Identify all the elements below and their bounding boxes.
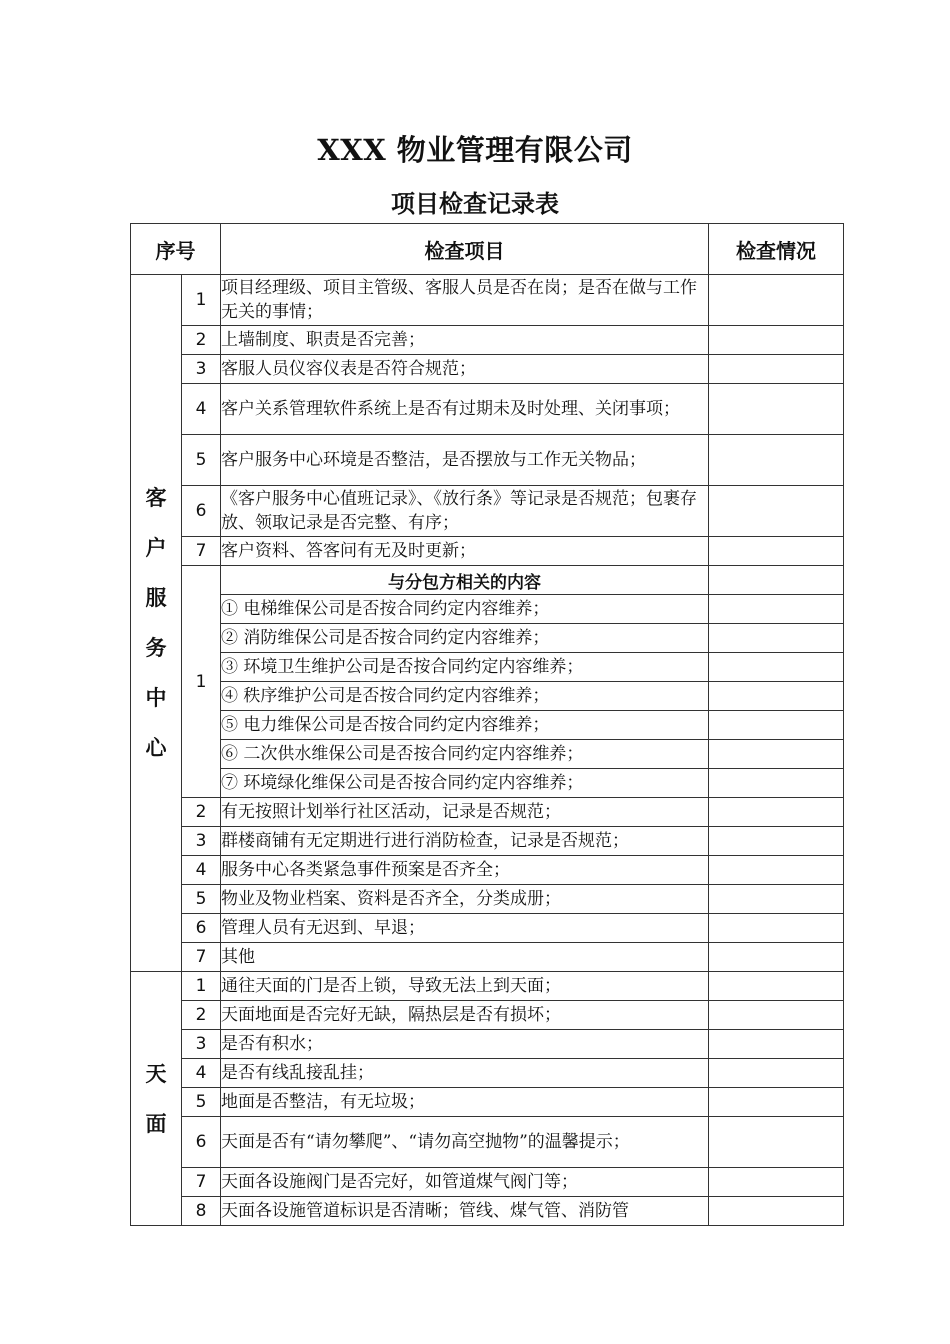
check-status-cell[interactable]: [709, 1030, 844, 1059]
table-row: [131, 943, 844, 972]
check-status-cell[interactable]: [709, 972, 844, 1001]
row-number: 3: [182, 1030, 221, 1059]
row-number: 3: [182, 827, 221, 856]
row-number: 2: [182, 1001, 221, 1030]
check-status-cell[interactable]: [709, 624, 844, 653]
table-row: [131, 355, 844, 384]
check-item: 客服人员仪容仪表是否符合规范；: [221, 355, 709, 384]
row-number: 7: [182, 943, 221, 972]
table-row: [131, 914, 844, 943]
row-number: 4: [182, 1059, 221, 1088]
check-item: ⑤ 电力维保公司是否按合同约定内容维养；: [221, 711, 709, 740]
check-status-cell[interactable]: [709, 885, 844, 914]
table-row: [131, 972, 844, 1001]
inspection-table: [130, 223, 844, 1226]
check-status-cell[interactable]: [709, 595, 844, 624]
table-row: [131, 653, 844, 682]
table-row: [131, 885, 844, 914]
table-row: [131, 1117, 844, 1168]
section-label-roof: 天面: [131, 972, 182, 1226]
row-number: 2: [182, 798, 221, 827]
subgroup-heading: 与分包方相关的内容: [221, 566, 709, 595]
company-title: XXX 物业管理有限公司: [317, 133, 633, 167]
check-status-cell[interactable]: [709, 798, 844, 827]
check-item: 通往天面的门是否上锁，导致无法上到天面；: [221, 972, 709, 1001]
row-number: 7: [182, 537, 221, 566]
header-no: 序号: [131, 224, 221, 275]
table-row: [131, 384, 844, 435]
row-number: 1: [182, 972, 221, 1001]
table-row: [131, 326, 844, 355]
table-row: [131, 1001, 844, 1030]
table-row: [131, 827, 844, 856]
check-status-cell[interactable]: [709, 711, 844, 740]
check-item: ② 消防维保公司是否按合同约定内容维养；: [221, 624, 709, 653]
section-label-customer-service: 客户服务中心: [131, 275, 182, 972]
check-item: 其他: [221, 943, 709, 972]
table-row: [131, 537, 844, 566]
check-item: ④ 秩序维护公司是否按合同约定内容维养；: [221, 682, 709, 711]
check-status-cell[interactable]: [709, 355, 844, 384]
row-number: 6: [182, 914, 221, 943]
check-status-cell[interactable]: [709, 486, 844, 537]
table-row: [131, 798, 844, 827]
table-row: [131, 1168, 844, 1197]
check-item: 群楼商铺有无定期进行进行消防检查，记录是否规范；: [221, 827, 709, 856]
table-row: [131, 624, 844, 653]
check-status-cell[interactable]: [709, 326, 844, 355]
row-number: 5: [182, 885, 221, 914]
check-item: 天面各设施管道标识是否清晰；管线、煤气管、消防管: [221, 1197, 709, 1226]
check-status-cell[interactable]: [709, 827, 844, 856]
row-number: 1: [182, 275, 221, 326]
table-row: [131, 595, 844, 624]
check-status-cell[interactable]: [709, 1059, 844, 1088]
check-item: 服务中心各类紧急事件预案是否齐全；: [221, 856, 709, 885]
check-item: 是否有线乱接乱挂；: [221, 1059, 709, 1088]
header-item: 检查项目: [221, 224, 709, 275]
check-item: 天面各设施阀门是否完好，如管道煤气阀门等；: [221, 1168, 709, 1197]
check-item: 物业及物业档案、资料是否齐全，分类成册；: [221, 885, 709, 914]
check-item: 上墙制度、职责是否完善；: [221, 326, 709, 355]
check-item: 是否有积水；: [221, 1030, 709, 1059]
row-number: 8: [182, 1197, 221, 1226]
check-item: 天面是否有“请勿攀爬”、“请勿高空抛物”的温馨提示；: [221, 1117, 709, 1168]
check-status-cell[interactable]: [709, 435, 844, 486]
check-item: 地面是否整洁，有无垃圾；: [221, 1088, 709, 1117]
check-status-cell[interactable]: [709, 1088, 844, 1117]
row-number: 5: [182, 435, 221, 486]
check-item: 天面地面是否完好无缺，隔热层是否有损坏；: [221, 1001, 709, 1030]
row-number: 4: [182, 856, 221, 885]
table-row: [131, 682, 844, 711]
table-row: [131, 740, 844, 769]
check-status-cell[interactable]: [709, 740, 844, 769]
table-row: [131, 711, 844, 740]
check-status-cell[interactable]: [709, 856, 844, 885]
table-row: [131, 275, 844, 326]
check-status-cell[interactable]: [709, 537, 844, 566]
check-item: ⑦ 环境绿化维保公司是否按合同约定内容维养；: [221, 769, 709, 798]
check-status-cell[interactable]: [709, 1197, 844, 1226]
table-row: [131, 856, 844, 885]
check-status-cell[interactable]: [709, 1168, 844, 1197]
row-number: 6: [182, 1117, 221, 1168]
check-item: 有无按照计划举行社区活动，记录是否规范；: [221, 798, 709, 827]
header-status: 检查情况: [709, 224, 844, 275]
row-number: 1: [182, 566, 221, 798]
header-row: [131, 224, 844, 275]
check-item: 客户资料、答客问有无及时更新；: [221, 537, 709, 566]
row-number: 3: [182, 355, 221, 384]
table-row: [131, 1030, 844, 1059]
table-row: [131, 1059, 844, 1088]
row-number: 4: [182, 384, 221, 435]
check-item: 《客户服务中心值班记录》、《放行条》等记录是否规范；包裹存放、领取记录是否完整、有序；: [221, 486, 709, 537]
check-status-cell[interactable]: [709, 653, 844, 682]
form-title: 项目检查记录表: [391, 189, 559, 218]
check-item: 项目经理级、项目主管级、客服人员是否在岗；是否在做与工作无关的事情；: [221, 275, 709, 326]
table-row: [131, 1088, 844, 1117]
row-number: 6: [182, 486, 221, 537]
table-row: [131, 769, 844, 798]
check-item: 客户关系管理软件系统上是否有过期未及时处理、关闭事项；: [221, 384, 709, 435]
check-item: ① 电梯维保公司是否按合同约定内容维养；: [221, 595, 709, 624]
row-number: 7: [182, 1168, 221, 1197]
check-status-cell[interactable]: [709, 275, 844, 326]
table-row: [131, 435, 844, 486]
check-item: ③ 环境卫生维护公司是否按合同约定内容维养；: [221, 653, 709, 682]
table-row: [131, 566, 844, 595]
check-status-cell[interactable]: [709, 1001, 844, 1030]
check-item: 管理人员有无迟到、早退；: [221, 914, 709, 943]
row-number: 5: [182, 1088, 221, 1117]
check-status-cell[interactable]: [709, 943, 844, 972]
check-item: 客户服务中心环境是否整洁，是否摆放与工作无关物品；: [221, 435, 709, 486]
check-status-cell[interactable]: [709, 769, 844, 798]
check-status-cell[interactable]: [709, 914, 844, 943]
table-row: [131, 1197, 844, 1226]
check-item: ⑥ 二次供水维保公司是否按合同约定内容维养；: [221, 740, 709, 769]
table-row: [131, 486, 844, 537]
check-status-cell[interactable]: [709, 1117, 844, 1168]
check-status-cell[interactable]: [709, 682, 844, 711]
row-number: 2: [182, 326, 221, 355]
check-status-cell[interactable]: [709, 566, 844, 595]
check-status-cell[interactable]: [709, 384, 844, 435]
